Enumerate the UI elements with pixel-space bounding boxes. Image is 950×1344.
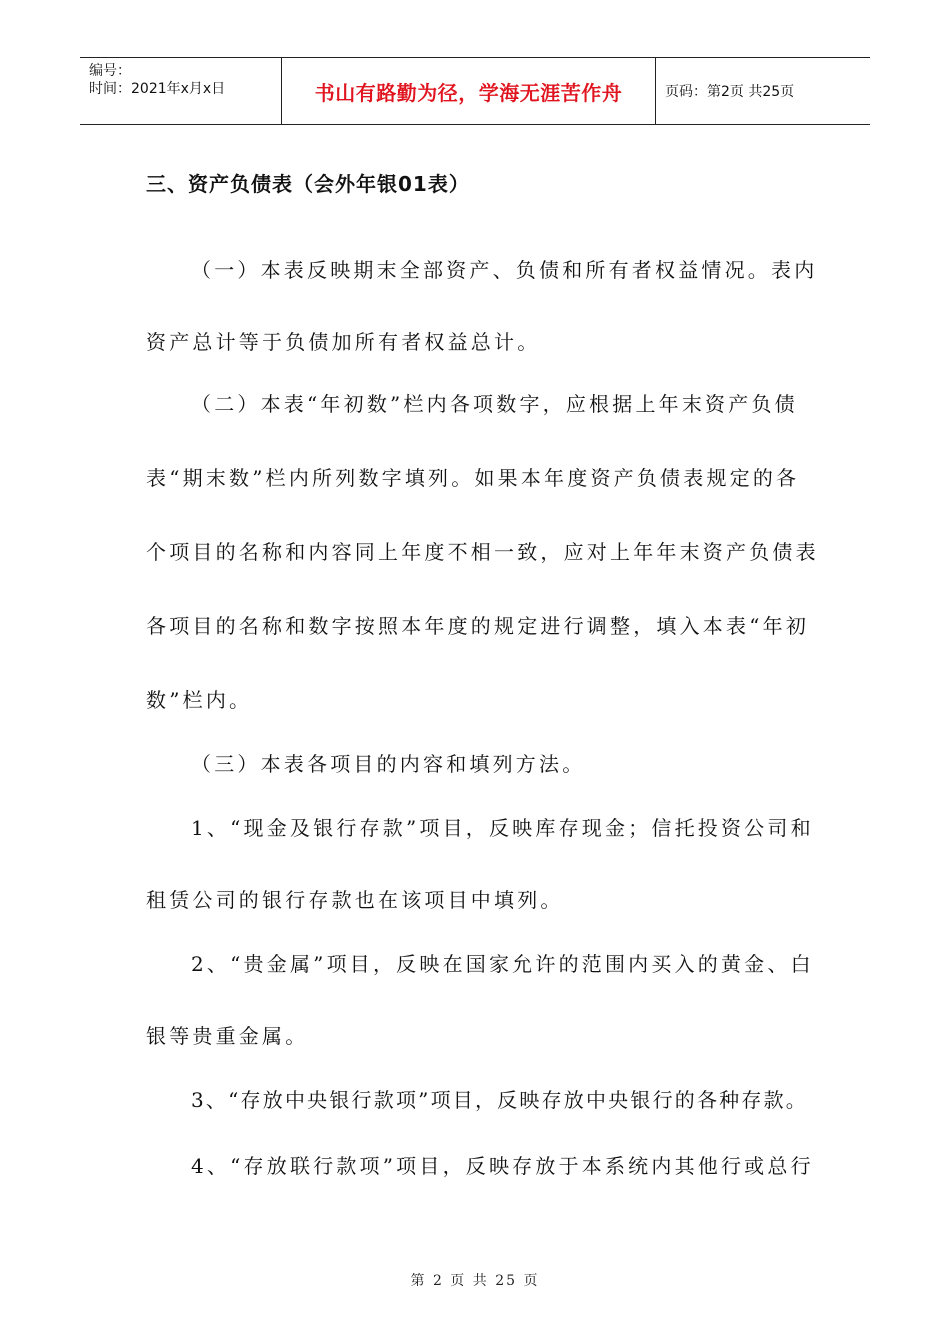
motto-text: 书山有路勤为径，学海无涯苦作舟: [314, 80, 623, 105]
list-item-line: 4、“存放联行款项”项目，反映存放于本系统内其他行或总行: [191, 1154, 814, 1178]
paragraph-line: （一）本表反映期末全部资产、负债和所有者权益情况。表内: [191, 258, 818, 282]
paragraph-line: （三）本表各项目的内容和填列方法。: [191, 752, 586, 776]
paragraph-line: 资产总计等于负债加所有者权益总计。: [146, 330, 541, 354]
page-info: 页码：第2页 共25页: [665, 84, 795, 100]
section-title: 三、资产负债表（会外年银01表）: [146, 172, 470, 196]
date-label: 时间：2021年x月x日: [89, 81, 226, 97]
page-footer: 第 2 页 共 25 页: [410, 1273, 540, 1289]
paragraph-line: 表“期末数”栏内所列数字填列。如果本年度资产负债表规定的各: [146, 466, 800, 490]
page-header: [80, 57, 870, 125]
list-item-line: 租赁公司的银行存款也在该项目中填列。: [146, 888, 564, 912]
header-meta: [80, 58, 282, 124]
list-item-line: 3、“存放中央银行款项”项目，反映存放中央银行的各种存款。: [191, 1088, 808, 1112]
list-item-line: 银等贵重金属。: [146, 1024, 309, 1048]
paragraph-line: 各项目的名称和数字按照本年度的规定进行调整，填入本表“年初: [146, 614, 810, 638]
paragraph-line: （二）本表“年初数”栏内各项数字，应根据上年末资产负债: [191, 392, 798, 416]
header-page-cell: [656, 58, 870, 124]
list-item-line: 2、“贵金属”项目，反映在国家允许的范围内买入的黄金、白: [191, 952, 814, 976]
paragraph-line: 个项目的名称和内容同上年度不相一致，应对上年年末资产负债表: [146, 540, 819, 564]
serial-number-label: 编号：: [89, 63, 131, 79]
paragraph-line: 数”栏内。: [146, 688, 253, 712]
header-motto-cell: [282, 58, 656, 124]
list-item-line: 1、“现金及银行存款”项目，反映库存现金；信托投资公司和: [191, 816, 814, 840]
